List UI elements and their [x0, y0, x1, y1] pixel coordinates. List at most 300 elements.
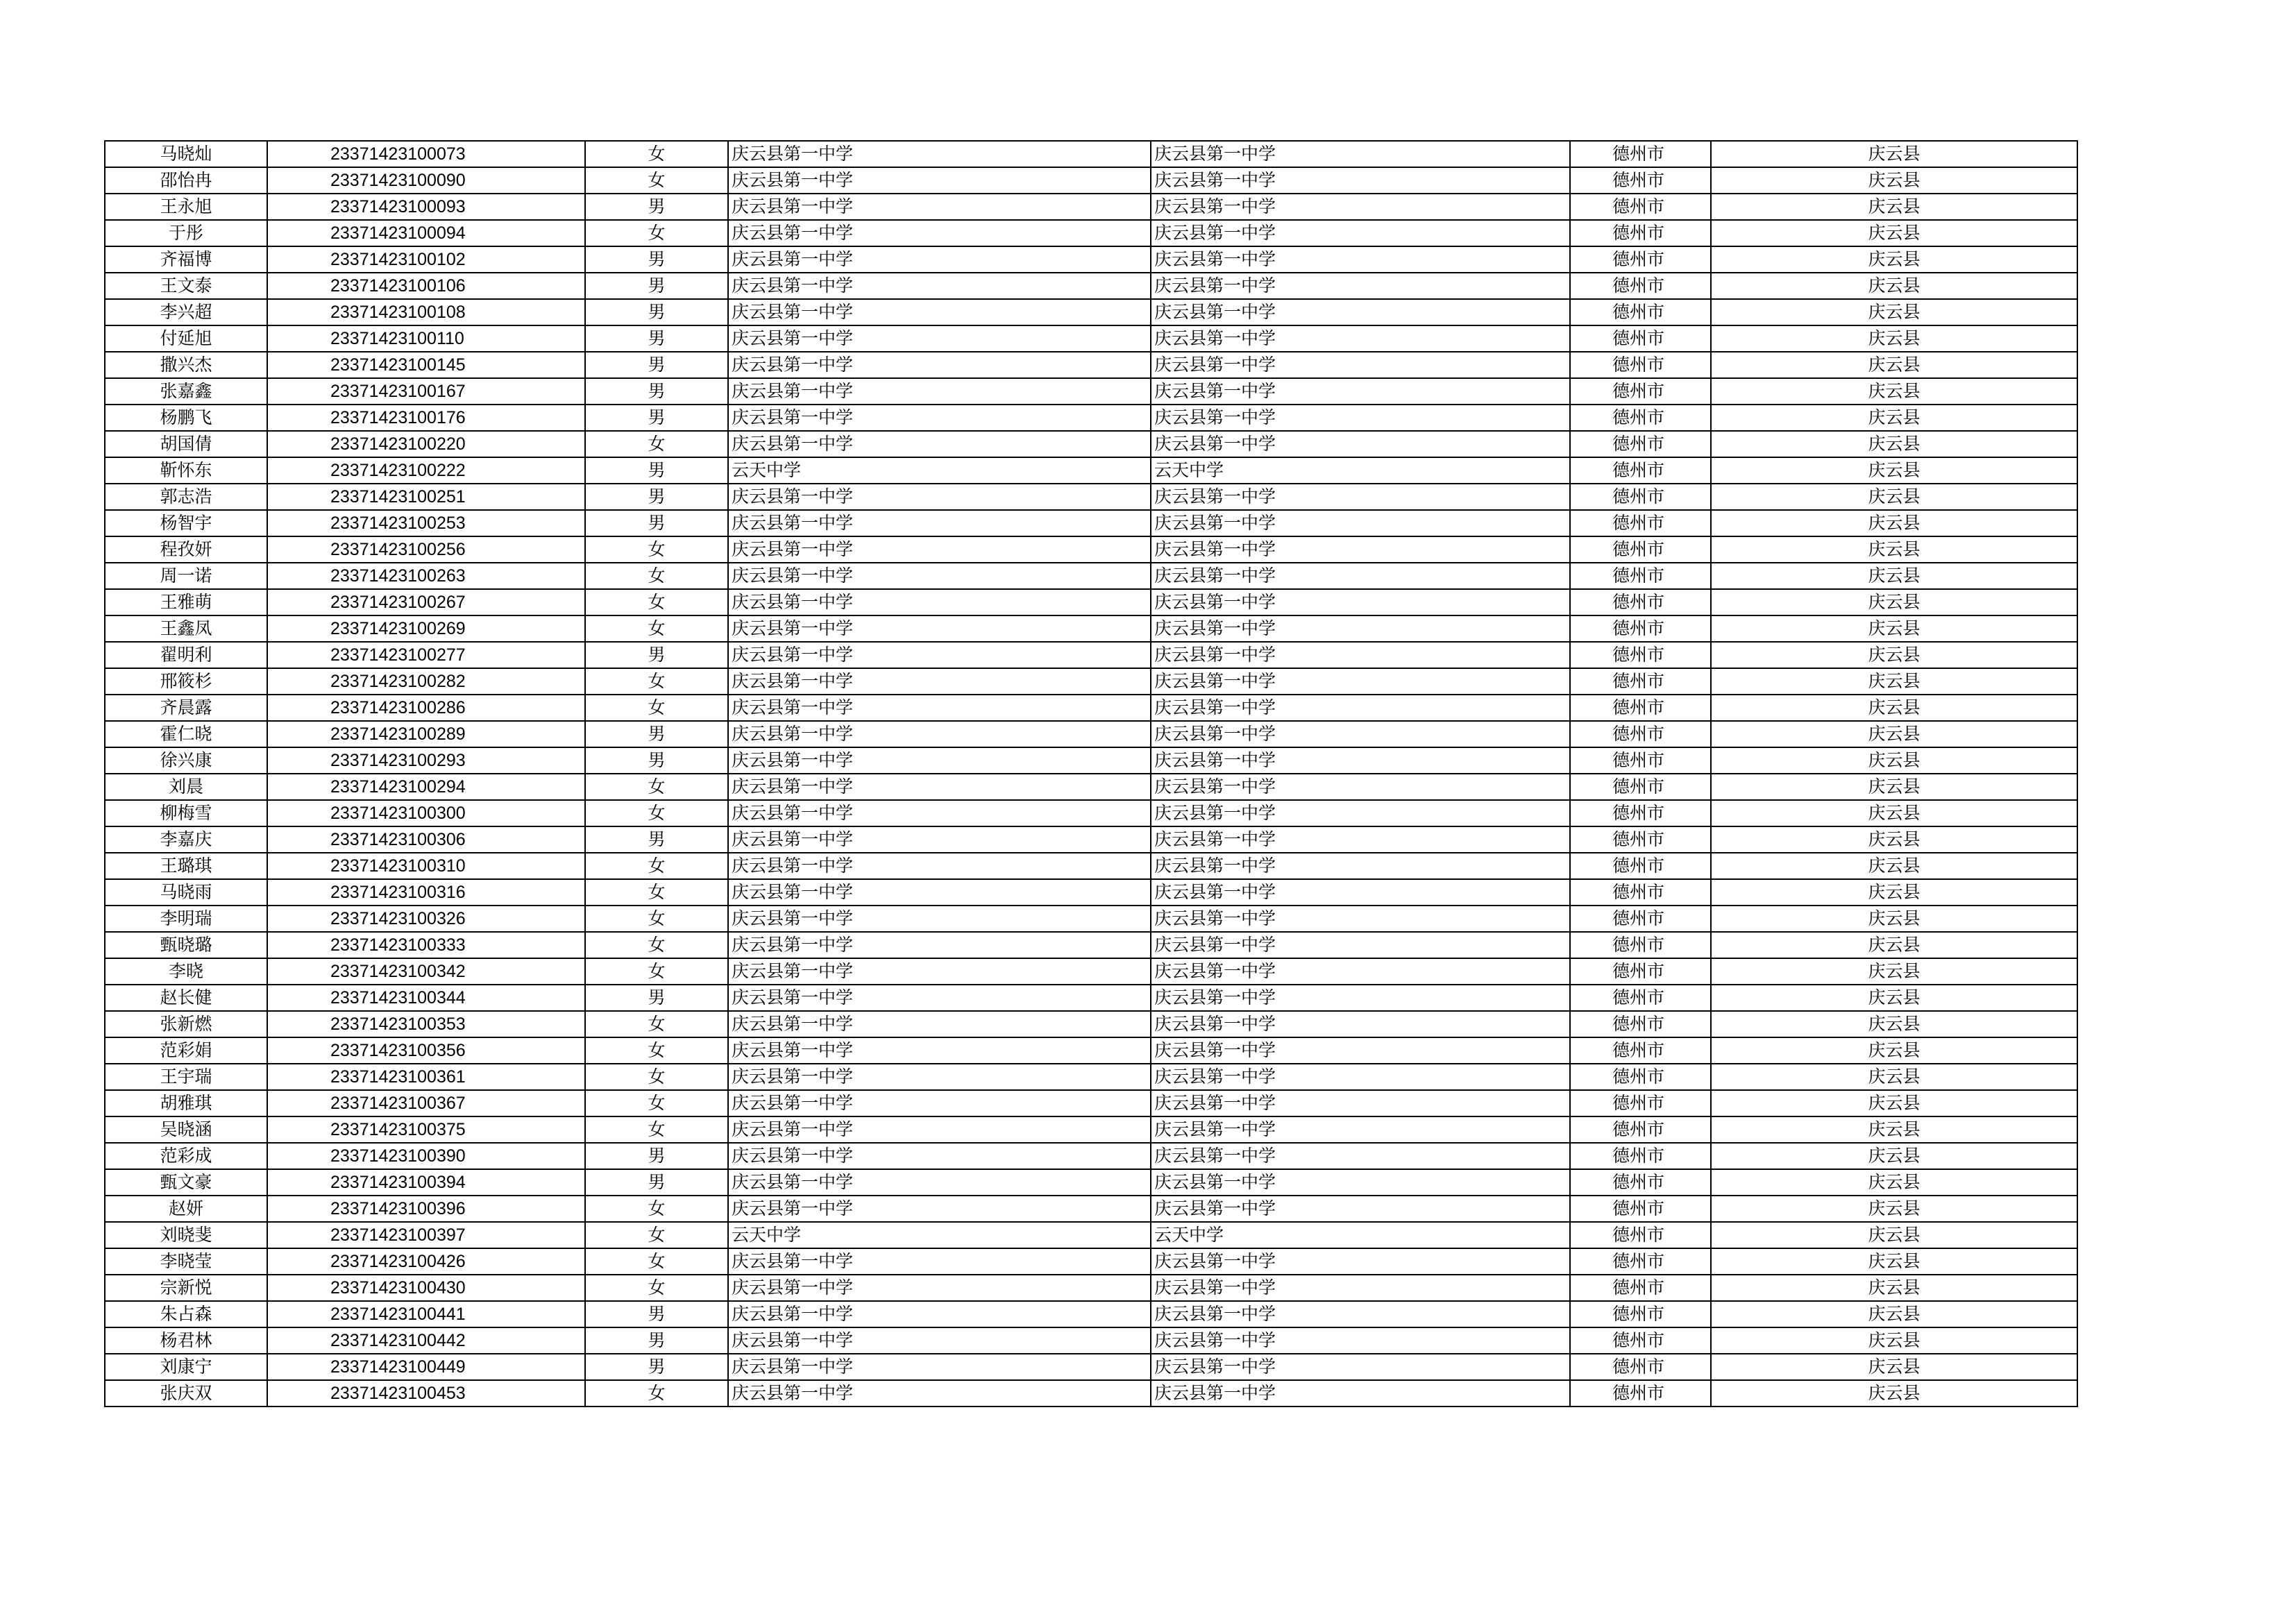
table-row	[105, 906, 2077, 932]
gender-cell: 女	[585, 536, 728, 563]
exam-id-cell: 23371423100397	[267, 1222, 585, 1248]
city-cell: 德州市	[1570, 589, 1711, 615]
city-cell: 德州市	[1570, 457, 1711, 484]
school-cell: 庆云县第一中学	[728, 695, 1151, 721]
exam-id-cell: 23371423100316	[267, 879, 585, 906]
school-cell: 庆云县第一中学	[728, 721, 1151, 747]
school-cell: 庆云县第一中学	[728, 273, 1151, 299]
county-cell: 庆云县	[1711, 378, 2077, 405]
school-cell: 庆云县第一中学	[728, 1248, 1151, 1275]
school-cell: 庆云县第一中学	[728, 510, 1151, 536]
city-cell: 德州市	[1570, 1222, 1711, 1248]
exam-id-cell: 23371423100256	[267, 536, 585, 563]
school-registered-cell: 庆云县第一中学	[1151, 1354, 1570, 1380]
exam-id-cell: 23371423100342	[267, 958, 585, 985]
exam-id-cell: 23371423100267	[267, 589, 585, 615]
exam-id-cell: 23371423100145	[267, 352, 585, 378]
county-cell: 庆云县	[1711, 1196, 2077, 1222]
table-row	[105, 405, 2077, 431]
school-cell: 庆云县第一中学	[728, 668, 1151, 695]
gender-cell: 女	[585, 1222, 728, 1248]
county-cell: 庆云县	[1711, 194, 2077, 220]
school-cell: 庆云县第一中学	[728, 642, 1151, 668]
table-row	[105, 879, 2077, 906]
gender-cell: 女	[585, 1196, 728, 1222]
table-row	[105, 1327, 2077, 1354]
school-registered-cell: 庆云县第一中学	[1151, 484, 1570, 510]
school-cell: 庆云县第一中学	[728, 589, 1151, 615]
school-cell: 庆云县第一中学	[728, 906, 1151, 932]
school-cell: 庆云县第一中学	[728, 484, 1151, 510]
table-row	[105, 747, 2077, 774]
county-cell: 庆云县	[1711, 563, 2077, 589]
city-cell: 德州市	[1570, 1116, 1711, 1143]
school-registered-cell: 庆云县第一中学	[1151, 220, 1570, 246]
school-cell: 庆云县第一中学	[728, 879, 1151, 906]
exam-id-cell: 23371423100106	[267, 273, 585, 299]
school-cell: 庆云县第一中学	[728, 985, 1151, 1011]
gender-cell: 女	[585, 167, 728, 194]
table-row	[105, 774, 2077, 800]
gender-cell: 女	[585, 1275, 728, 1301]
gender-cell: 男	[585, 1301, 728, 1327]
table-row	[105, 1169, 2077, 1196]
table-row	[105, 378, 2077, 405]
city-cell: 德州市	[1570, 167, 1711, 194]
exam-id-cell: 23371423100102	[267, 246, 585, 273]
name-cell: 刘康宁	[105, 1354, 267, 1380]
exam-id-cell: 23371423100094	[267, 220, 585, 246]
school-cell: 庆云县第一中学	[728, 800, 1151, 826]
gender-cell: 女	[585, 220, 728, 246]
gender-cell: 女	[585, 1011, 728, 1037]
gender-cell: 男	[585, 826, 728, 853]
table-row	[105, 536, 2077, 563]
school-registered-cell: 庆云县第一中学	[1151, 800, 1570, 826]
gender-cell: 女	[585, 563, 728, 589]
exam-id-cell: 23371423100073	[267, 141, 585, 167]
school-cell: 庆云县第一中学	[728, 958, 1151, 985]
exam-id-cell: 23371423100333	[267, 932, 585, 958]
gender-cell: 男	[585, 405, 728, 431]
table-row	[105, 1090, 2077, 1116]
county-cell: 庆云县	[1711, 826, 2077, 853]
name-cell: 邵怡冉	[105, 167, 267, 194]
city-cell: 德州市	[1570, 1090, 1711, 1116]
city-cell: 德州市	[1570, 774, 1711, 800]
exam-id-cell: 23371423100353	[267, 1011, 585, 1037]
school-registered-cell: 庆云县第一中学	[1151, 378, 1570, 405]
county-cell: 庆云县	[1711, 1354, 2077, 1380]
name-cell: 李嘉庆	[105, 826, 267, 853]
table-row	[105, 1143, 2077, 1169]
gender-cell: 男	[585, 642, 728, 668]
county-cell: 庆云县	[1711, 774, 2077, 800]
exam-id-cell: 23371423100394	[267, 1169, 585, 1196]
name-cell: 王文泰	[105, 273, 267, 299]
name-cell: 甄文豪	[105, 1169, 267, 1196]
table-row	[105, 1222, 2077, 1248]
gender-cell: 女	[585, 853, 728, 879]
county-cell: 庆云县	[1711, 1380, 2077, 1407]
city-cell: 德州市	[1570, 194, 1711, 220]
county-cell: 庆云县	[1711, 985, 2077, 1011]
city-cell: 德州市	[1570, 405, 1711, 431]
county-cell: 庆云县	[1711, 879, 2077, 906]
county-cell: 庆云县	[1711, 1116, 2077, 1143]
exam-id-cell: 23371423100426	[267, 1248, 585, 1275]
table-row	[105, 615, 2077, 642]
city-cell: 德州市	[1570, 721, 1711, 747]
city-cell: 德州市	[1570, 1301, 1711, 1327]
school-cell: 庆云县第一中学	[728, 774, 1151, 800]
county-cell: 庆云县	[1711, 1327, 2077, 1354]
school-cell: 庆云县第一中学	[728, 1354, 1151, 1380]
table-row	[105, 1037, 2077, 1064]
gender-cell: 男	[585, 299, 728, 325]
county-cell: 庆云县	[1711, 932, 2077, 958]
city-cell: 德州市	[1570, 273, 1711, 299]
county-cell: 庆云县	[1711, 325, 2077, 352]
name-cell: 刘晓斐	[105, 1222, 267, 1248]
name-cell: 朱占森	[105, 1301, 267, 1327]
city-cell: 德州市	[1570, 1143, 1711, 1169]
county-cell: 庆云县	[1711, 1090, 2077, 1116]
school-cell: 庆云县第一中学	[728, 1327, 1151, 1354]
school-registered-cell: 庆云县第一中学	[1151, 615, 1570, 642]
name-cell: 齐晨露	[105, 695, 267, 721]
city-cell: 德州市	[1570, 642, 1711, 668]
exam-id-cell: 23371423100263	[267, 563, 585, 589]
city-cell: 德州市	[1570, 853, 1711, 879]
city-cell: 德州市	[1570, 563, 1711, 589]
gender-cell: 女	[585, 958, 728, 985]
table-row	[105, 800, 2077, 826]
gender-cell: 男	[585, 985, 728, 1011]
city-cell: 德州市	[1570, 1064, 1711, 1090]
name-cell: 胡雅琪	[105, 1090, 267, 1116]
name-cell: 胡国倩	[105, 431, 267, 457]
city-cell: 德州市	[1570, 932, 1711, 958]
name-cell: 付延旭	[105, 325, 267, 352]
roster-table	[104, 140, 2078, 1407]
school-registered-cell: 庆云县第一中学	[1151, 246, 1570, 273]
county-cell: 庆云县	[1711, 695, 2077, 721]
name-cell: 李晓莹	[105, 1248, 267, 1275]
school-registered-cell: 庆云县第一中学	[1151, 1275, 1570, 1301]
county-cell: 庆云县	[1711, 273, 2077, 299]
city-cell: 德州市	[1570, 378, 1711, 405]
exam-id-cell: 23371423100110	[267, 325, 585, 352]
exam-id-cell: 23371423100441	[267, 1301, 585, 1327]
exam-id-cell: 23371423100356	[267, 1037, 585, 1064]
table-row	[105, 932, 2077, 958]
name-cell: 程孜妍	[105, 536, 267, 563]
city-cell: 德州市	[1570, 1037, 1711, 1064]
city-cell: 德州市	[1570, 668, 1711, 695]
county-cell: 庆云县	[1711, 642, 2077, 668]
county-cell: 庆云县	[1711, 405, 2077, 431]
school-cell: 庆云县第一中学	[728, 1169, 1151, 1196]
gender-cell: 男	[585, 484, 728, 510]
school-registered-cell: 庆云县第一中学	[1151, 695, 1570, 721]
school-cell: 庆云县第一中学	[728, 1275, 1151, 1301]
table-row	[105, 589, 2077, 615]
school-cell: 庆云县第一中学	[728, 1143, 1151, 1169]
name-cell: 徐兴康	[105, 747, 267, 774]
gender-cell: 男	[585, 352, 728, 378]
gender-cell: 女	[585, 906, 728, 932]
table-row	[105, 1275, 2077, 1301]
county-cell: 庆云县	[1711, 299, 2077, 325]
county-cell: 庆云县	[1711, 721, 2077, 747]
name-cell: 李兴超	[105, 299, 267, 325]
gender-cell: 女	[585, 800, 728, 826]
city-cell: 德州市	[1570, 325, 1711, 352]
exam-id-cell: 23371423100269	[267, 615, 585, 642]
name-cell: 张嘉鑫	[105, 378, 267, 405]
exam-id-cell: 23371423100344	[267, 985, 585, 1011]
county-cell: 庆云县	[1711, 352, 2077, 378]
exam-id-cell: 23371423100294	[267, 774, 585, 800]
table-row	[105, 1116, 2077, 1143]
table-row	[105, 826, 2077, 853]
city-cell: 德州市	[1570, 536, 1711, 563]
city-cell: 德州市	[1570, 484, 1711, 510]
school-cell: 庆云县第一中学	[728, 325, 1151, 352]
exam-id-cell: 23371423100390	[267, 1143, 585, 1169]
table-row	[105, 1301, 2077, 1327]
county-cell: 庆云县	[1711, 536, 2077, 563]
school-registered-cell: 庆云县第一中学	[1151, 510, 1570, 536]
school-cell: 庆云县第一中学	[728, 747, 1151, 774]
table-row	[105, 695, 2077, 721]
name-cell: 郭志浩	[105, 484, 267, 510]
city-cell: 德州市	[1570, 1327, 1711, 1354]
gender-cell: 女	[585, 589, 728, 615]
exam-id-cell: 23371423100282	[267, 668, 585, 695]
table-row	[105, 141, 2077, 167]
school-cell: 庆云县第一中学	[728, 853, 1151, 879]
city-cell: 德州市	[1570, 747, 1711, 774]
city-cell: 德州市	[1570, 906, 1711, 932]
school-cell: 庆云县第一中学	[728, 615, 1151, 642]
school-registered-cell: 庆云县第一中学	[1151, 1169, 1570, 1196]
gender-cell: 女	[585, 615, 728, 642]
school-cell: 庆云县第一中学	[728, 1090, 1151, 1116]
name-cell: 刘晨	[105, 774, 267, 800]
city-cell: 德州市	[1570, 958, 1711, 985]
gender-cell: 女	[585, 1090, 728, 1116]
exam-id-cell: 23371423100396	[267, 1196, 585, 1222]
county-cell: 庆云县	[1711, 1037, 2077, 1064]
exam-id-cell: 23371423100251	[267, 484, 585, 510]
city-cell: 德州市	[1570, 879, 1711, 906]
name-cell: 齐福博	[105, 246, 267, 273]
name-cell: 王永旭	[105, 194, 267, 220]
school-registered-cell: 庆云县第一中学	[1151, 352, 1570, 378]
school-registered-cell: 庆云县第一中学	[1151, 1196, 1570, 1222]
city-cell: 德州市	[1570, 299, 1711, 325]
county-cell: 庆云县	[1711, 220, 2077, 246]
county-cell: 庆云县	[1711, 1248, 2077, 1275]
table-row	[105, 1248, 2077, 1275]
city-cell: 德州市	[1570, 352, 1711, 378]
city-cell: 德州市	[1570, 1011, 1711, 1037]
exam-id-cell: 23371423100277	[267, 642, 585, 668]
table-row	[105, 510, 2077, 536]
school-registered-cell: 庆云县第一中学	[1151, 1090, 1570, 1116]
school-registered-cell: 庆云县第一中学	[1151, 1380, 1570, 1407]
city-cell: 德州市	[1570, 220, 1711, 246]
school-registered-cell: 庆云县第一中学	[1151, 826, 1570, 853]
school-registered-cell: 庆云县第一中学	[1151, 536, 1570, 563]
gender-cell: 男	[585, 1143, 728, 1169]
county-cell: 庆云县	[1711, 1301, 2077, 1327]
table-row	[105, 352, 2077, 378]
school-registered-cell: 庆云县第一中学	[1151, 1037, 1570, 1064]
name-cell: 王鑫凤	[105, 615, 267, 642]
county-cell: 庆云县	[1711, 906, 2077, 932]
name-cell: 张新燃	[105, 1011, 267, 1037]
exam-id-cell: 23371423100108	[267, 299, 585, 325]
school-registered-cell: 庆云县第一中学	[1151, 273, 1570, 299]
exam-id-cell: 23371423100453	[267, 1380, 585, 1407]
school-cell: 云天中学	[728, 457, 1151, 484]
table-row	[105, 1380, 2077, 1407]
school-cell: 庆云县第一中学	[728, 1037, 1151, 1064]
name-cell: 赵妍	[105, 1196, 267, 1222]
gender-cell: 女	[585, 879, 728, 906]
table-row	[105, 299, 2077, 325]
table-row	[105, 668, 2077, 695]
school-registered-cell: 庆云县第一中学	[1151, 906, 1570, 932]
school-registered-cell: 庆云县第一中学	[1151, 747, 1570, 774]
city-cell: 德州市	[1570, 615, 1711, 642]
school-registered-cell: 庆云县第一中学	[1151, 1301, 1570, 1327]
name-cell: 杨君林	[105, 1327, 267, 1354]
school-registered-cell: 云天中学	[1151, 1222, 1570, 1248]
exam-id-cell: 23371423100430	[267, 1275, 585, 1301]
school-cell: 庆云县第一中学	[728, 1196, 1151, 1222]
school-cell: 庆云县第一中学	[728, 826, 1151, 853]
school-cell: 庆云县第一中学	[728, 299, 1151, 325]
name-cell: 张庆双	[105, 1380, 267, 1407]
county-cell: 庆云县	[1711, 431, 2077, 457]
city-cell: 德州市	[1570, 985, 1711, 1011]
gender-cell: 女	[585, 1116, 728, 1143]
exam-id-cell: 23371423100442	[267, 1327, 585, 1354]
gender-cell: 女	[585, 668, 728, 695]
name-cell: 吴晓涵	[105, 1116, 267, 1143]
name-cell: 靳怀东	[105, 457, 267, 484]
county-cell: 庆云县	[1711, 1275, 2077, 1301]
city-cell: 德州市	[1570, 246, 1711, 273]
county-cell: 庆云县	[1711, 167, 2077, 194]
exam-id-cell: 23371423100253	[267, 510, 585, 536]
gender-cell: 男	[585, 325, 728, 352]
city-cell: 德州市	[1570, 1248, 1711, 1275]
county-cell: 庆云县	[1711, 589, 2077, 615]
exam-id-cell: 23371423100326	[267, 906, 585, 932]
school-cell: 庆云县第一中学	[728, 1380, 1151, 1407]
table-row	[105, 958, 2077, 985]
table-row	[105, 273, 2077, 299]
table-row	[105, 642, 2077, 668]
school-registered-cell: 庆云县第一中学	[1151, 1011, 1570, 1037]
gender-cell: 男	[585, 273, 728, 299]
gender-cell: 男	[585, 194, 728, 220]
exam-id-cell: 23371423100176	[267, 405, 585, 431]
school-registered-cell: 庆云县第一中学	[1151, 932, 1570, 958]
school-registered-cell: 庆云县第一中学	[1151, 853, 1570, 879]
roster-body	[105, 141, 2077, 1407]
school-registered-cell: 庆云县第一中学	[1151, 1248, 1570, 1275]
name-cell: 周一诺	[105, 563, 267, 589]
school-registered-cell: 庆云县第一中学	[1151, 721, 1570, 747]
exam-id-cell: 23371423100306	[267, 826, 585, 853]
exam-id-cell: 23371423100222	[267, 457, 585, 484]
name-cell: 范彩成	[105, 1143, 267, 1169]
city-cell: 德州市	[1570, 800, 1711, 826]
table-row	[105, 1196, 2077, 1222]
name-cell: 李晓	[105, 958, 267, 985]
school-cell: 庆云县第一中学	[728, 352, 1151, 378]
county-cell: 庆云县	[1711, 747, 2077, 774]
city-cell: 德州市	[1570, 1275, 1711, 1301]
name-cell: 赵长健	[105, 985, 267, 1011]
county-cell: 庆云县	[1711, 800, 2077, 826]
school-cell: 庆云县第一中学	[728, 1116, 1151, 1143]
exam-id-cell: 23371423100090	[267, 167, 585, 194]
school-cell: 云天中学	[728, 1222, 1151, 1248]
table-row	[105, 325, 2077, 352]
name-cell: 王宇瑞	[105, 1064, 267, 1090]
gender-cell: 男	[585, 721, 728, 747]
name-cell: 马晓灿	[105, 141, 267, 167]
gender-cell: 男	[585, 1327, 728, 1354]
school-registered-cell: 庆云县第一中学	[1151, 589, 1570, 615]
school-registered-cell: 云天中学	[1151, 457, 1570, 484]
county-cell: 庆云县	[1711, 1011, 2077, 1037]
city-cell: 德州市	[1570, 141, 1711, 167]
county-cell: 庆云县	[1711, 484, 2077, 510]
exam-id-cell: 23371423100093	[267, 194, 585, 220]
school-cell: 庆云县第一中学	[728, 1064, 1151, 1090]
name-cell: 邢筱杉	[105, 668, 267, 695]
name-cell: 杨智宇	[105, 510, 267, 536]
school-cell: 庆云县第一中学	[728, 167, 1151, 194]
exam-id-cell: 23371423100310	[267, 853, 585, 879]
school-cell: 庆云县第一中学	[728, 1301, 1151, 1327]
name-cell: 杨鹏飞	[105, 405, 267, 431]
school-cell: 庆云县第一中学	[728, 378, 1151, 405]
gender-cell: 男	[585, 1169, 728, 1196]
exam-id-cell: 23371423100167	[267, 378, 585, 405]
county-cell: 庆云县	[1711, 246, 2077, 273]
county-cell: 庆云县	[1711, 1222, 2077, 1248]
table-row	[105, 1354, 2077, 1380]
name-cell: 宗新悦	[105, 1275, 267, 1301]
name-cell: 王雅萌	[105, 589, 267, 615]
exam-id-cell: 23371423100361	[267, 1064, 585, 1090]
school-cell: 庆云县第一中学	[728, 246, 1151, 273]
city-cell: 德州市	[1570, 1380, 1711, 1407]
name-cell: 于彤	[105, 220, 267, 246]
gender-cell: 女	[585, 774, 728, 800]
school-registered-cell: 庆云县第一中学	[1151, 642, 1570, 668]
exam-id-cell: 23371423100286	[267, 695, 585, 721]
